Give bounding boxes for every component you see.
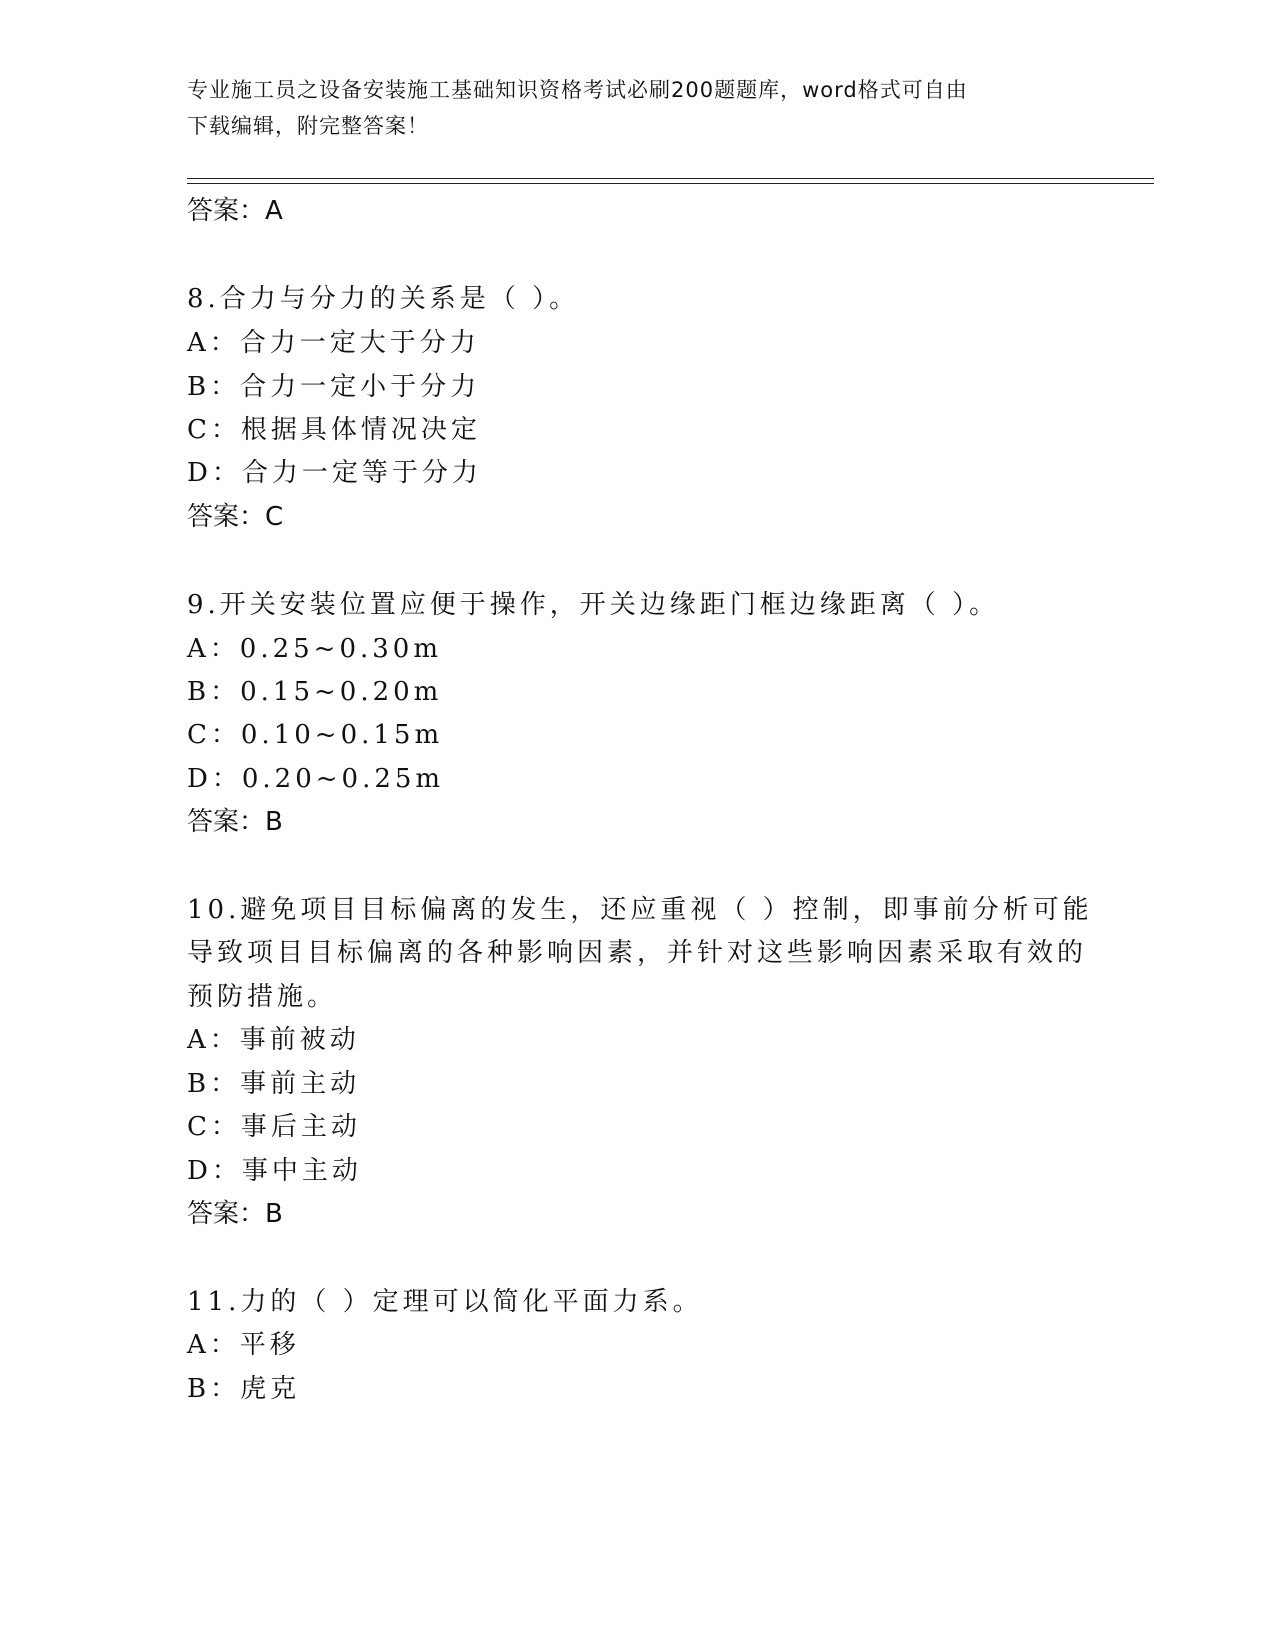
q8-option-b: B：合力一定小于分力 — [187, 372, 481, 402]
q10-option-a: A：事前被动 — [187, 1025, 360, 1055]
q8-answer: 答案：C — [187, 502, 284, 532]
q10-option-c: C：事后主动 — [187, 1112, 361, 1142]
q10-stem-line-2: 导致项目目标偏离的各种影响因素，并针对这些影响因素采取有效的 — [187, 938, 1088, 968]
prev-answer: 答案：A — [187, 196, 283, 226]
q9-answer: 答案：B — [187, 807, 283, 837]
q8-option-d: D：合力一定等于分力 — [187, 458, 482, 488]
q10-option-b: B：事前主动 — [187, 1069, 361, 1099]
q11-option-a: A：平移 — [187, 1330, 300, 1360]
header-rule-top — [187, 178, 1154, 179]
header-line-1: 专业施工员之设备安装施工基础知识资格考试必刷200题题库，word格式可自由 — [187, 78, 968, 102]
q8-option-a: A：合力一定大于分力 — [187, 328, 480, 358]
q9-option-d: D：0.20~0.25m — [187, 764, 445, 794]
q9-stem: 9.开关安装位置应便于操作，开关边缘距门框边缘距离（ ）。 — [187, 590, 1000, 620]
q11-option-b: B：虎克 — [187, 1374, 301, 1404]
q9-option-c: C：0.10~0.15m — [187, 720, 444, 750]
header-rule-bottom — [187, 183, 1154, 184]
q11-stem: 11.力的（ ）定理可以简化平面力系。 — [187, 1287, 703, 1317]
q10-stem-line-3: 预防措施。 — [187, 982, 338, 1012]
q8-stem: 8.合力与分力的关系是（ ）。 — [187, 284, 580, 314]
q8-option-c: C：根据具体情况决定 — [187, 415, 481, 445]
q9-option-a: A：0.25~0.30m — [187, 634, 442, 664]
q10-answer: 答案：B — [187, 1199, 283, 1229]
q10-stem-line-1: 10.避免项目目标偏离的发生，还应重视（ ）控制，即事前分析可能 — [187, 895, 1093, 925]
q9-option-b: B：0.15~0.20m — [187, 677, 443, 707]
header-line-2: 下载编辑，附完整答案！ — [187, 114, 429, 138]
document-header — [187, 72, 1087, 144]
q10-option-d: D：事中主动 — [187, 1156, 362, 1186]
